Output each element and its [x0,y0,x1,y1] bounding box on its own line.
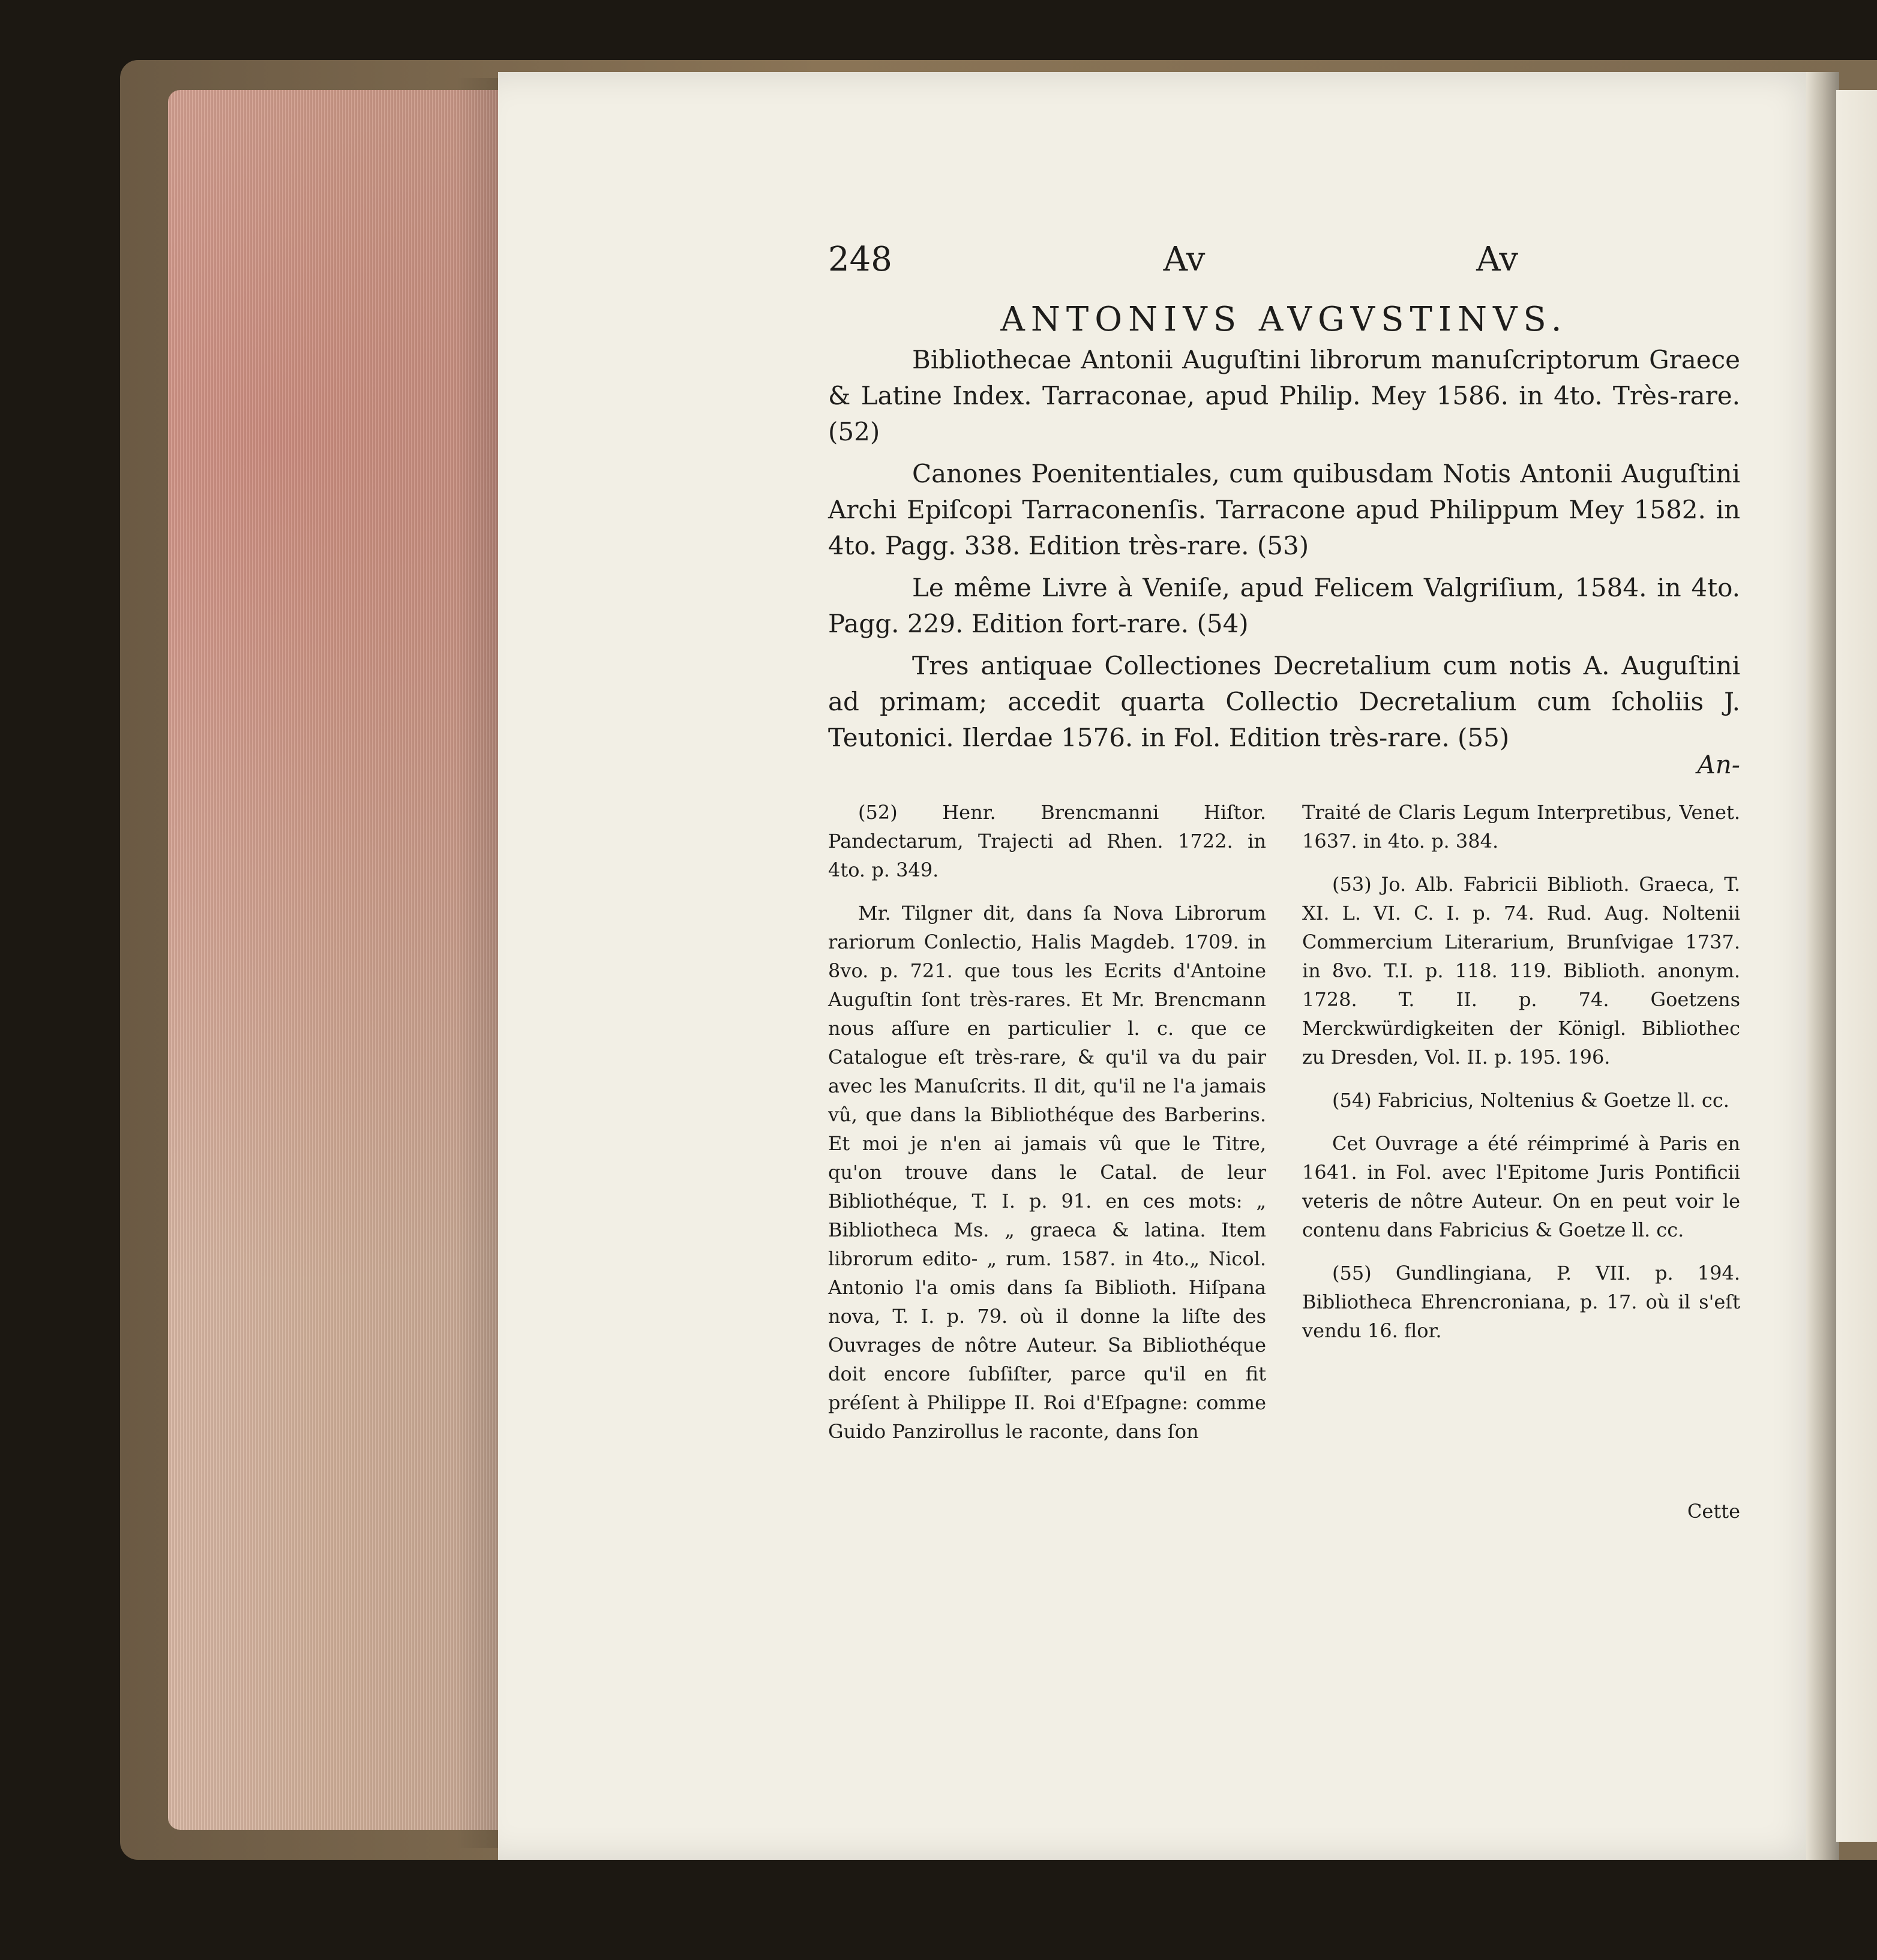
entry-52: Bibliothecae Antonii Auguſtini librorum manuſcriptorum Graece & Latine Index. Tarraconae, apud Philip. Mey 1586. in 4to. Très-rare. (52) [828,345,1740,446]
note-52: (52) Henr. Brencmanni Hiſtor. Pandectarum, Trajecti ad Rhen. 1722. in 4to. p. 349. [828,801,1266,881]
note-53: (53) Jo. Alb. Fabricii Biblioth. Graeca, T. XI. L. VI. C. I. p. 74. Rud. Aug. Noltenii Commercium Literarium, Brunſvigae 1737. in 8vo. T.I. p. 118. 119. Biblioth. anonym. 1728. T. II. p. 74. Goetzens Merckwürdigkeiten der Königl. Bibliothec zu Dresden, Vol. II. p. 195. 196. [1302,873,1740,1068]
note-54: (54) Fabricius, Noltenius & Goetze ll. cc. [1332,1089,1729,1112]
page-number: 248 [828,240,892,279]
running-head-right: Av [1476,240,1518,279]
running-head-left: Av [1163,240,1206,279]
catchword-notes: Cette [1687,1500,1740,1523]
bibliography-entries [828,342,1740,762]
catchword-main: An- [1697,750,1740,779]
footnotes-right-column [1302,798,1740,1460]
note-54-commentary: Cet Ouvrage a été réimprimé à Paris en 1641. in Fol. avec l'Epitome Juris Pontificii veteris de nôtre Auteur. On en peut voir le contenu dans Fabricius & Goetze ll. cc. [1302,1132,1740,1241]
entry-54: Le même Livre à Veniſe, apud Felicem Valgriſium, 1584. in 4to. Pagg. 229. Edition fort-rare. (54) [828,573,1740,638]
entry-55: Tres antiquae Collectiones Decretalium cum notis A. Auguſtini ad primam; accedit quarta Collectio Decretalium cum ſcholiis J. Teutonici. Ilerdae 1576. in Fol. Edition très-rare. (55) [828,651,1740,752]
note-55: (55) Gundlingiana, P. VII. p. 194. Bibliotheca Ehrencroniana, p. 17. où il s'eſt vendu 16. flor. [1302,1262,1740,1342]
note-52-continued: Traité de Claris Legum Interpretibus, Venet. 1637. in 4to. p. 384. [1302,801,1740,853]
section-title: ANTONIVS AVGVSTINVS. [1000,300,1568,339]
note-52-commentary: Mr. Tilgner dit, dans ſa Nova Librorum rariorum Conlectio, Halis Magdeb. 1709. in 8vo. p. 721. que tous les Ecrits d'Antoine Auguſtin ſont très-rares. Et Mr. Brencmann nous aſſure en particulier l. c. que ce Catalogue eſt très-rare, & qu'il va du pair avec les Manuſcrits. Il dit, qu'il ne l'a jamais vû, que dans la Bibliothéque des Barberins. Et moi je n'en ai jamais vû que le Titre, qu'on trouve dans le Catal. de leur Bibliothéque, T. I. p. 91. en ces mots: „ Bibliotheca Ms. „ graeca & latina. Item librorum edito- „ rum. 1587. in 4to.„ Nicol. Antonio l'a omis dans ſa Biblioth. Hiſpana nova, T. I. p. 79. où il donne la liſte des Ouvrages de nôtre Auteur. Sa Bibliothéque doit encore ſubſiſter, parce qu'il en fit préſent à Philippe II. Roi d'Eſpagne: comme Guido Panzirollus le raconte, dans ſon [828,902,1266,1443]
footnotes-left-column [828,798,1266,1460]
book-gutter [1806,72,1839,1860]
facing-page-edge [1836,90,1877,1842]
footnotes [828,798,1740,1460]
entry-53: Canones Poenitentiales, cum quibusdam Notis Antonii Auguſtini Archi Epiſcopi Tarraconenſis. Tarracone apud Philippum Mey 1582. in 4to. Pagg. 338. Edition très-rare. (53) [828,459,1740,560]
page-edges [168,90,504,1830]
running-head [828,240,1518,279]
